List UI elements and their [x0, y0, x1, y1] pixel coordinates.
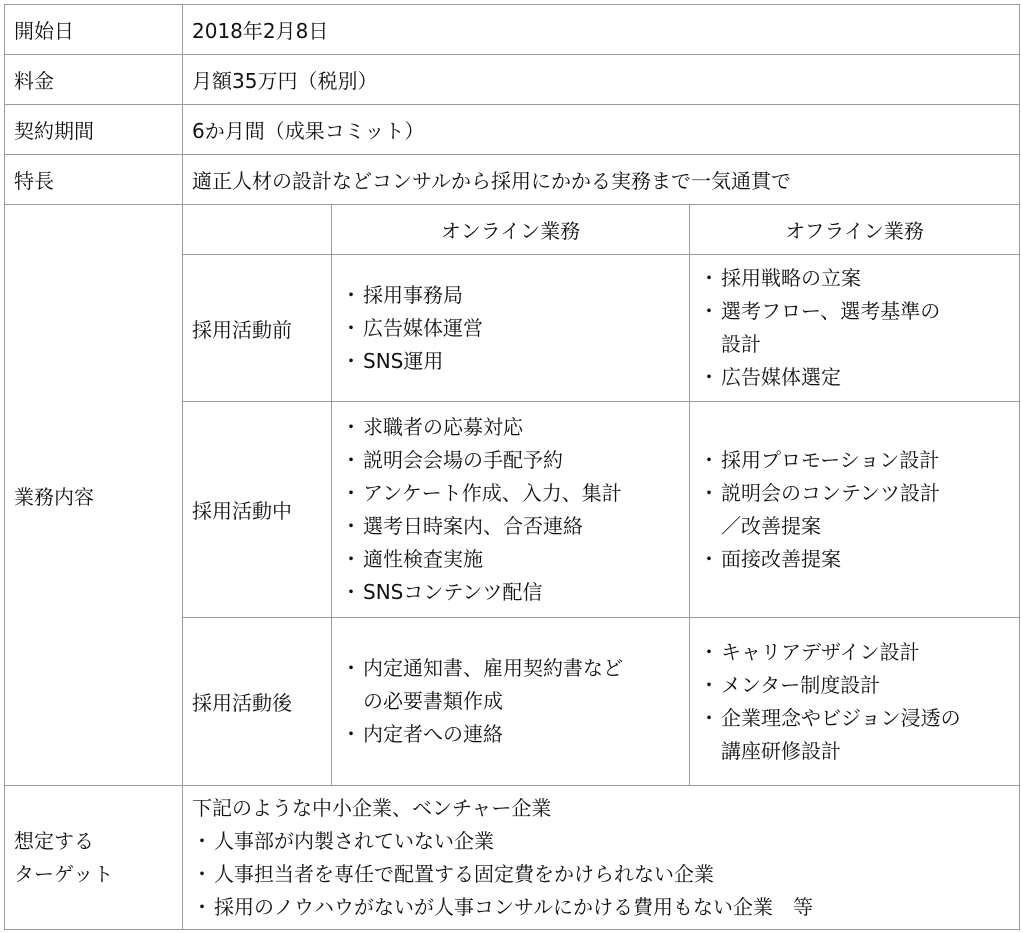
bullet-glyph: ・ [341, 579, 361, 604]
task-text: 面接改善提案 [721, 546, 841, 571]
task-item [341, 543, 680, 576]
bullet-glyph: ・ [341, 722, 361, 746]
task-text: キャリアデザイン設計 [721, 639, 920, 664]
column-header-offline: オフライン業務 [690, 205, 1020, 255]
offline-tasks [690, 618, 1020, 786]
target-label-line: ターゲット [14, 861, 114, 886]
row-target [5, 786, 1020, 930]
row-label: 料金 [5, 55, 183, 105]
offline-tasks [690, 402, 1020, 618]
target-item-text: 人事担当者を専任で配置する固定費をかけられない企業 [214, 861, 714, 886]
task-item [699, 262, 1010, 295]
task-text: の必要書類作成 [363, 689, 503, 713]
bullet-glyph: ・ [699, 365, 719, 389]
bullet-glyph: ・ [341, 447, 361, 472]
bullet-glyph: ・ [341, 315, 361, 340]
task-text: メンター制度設計 [721, 672, 881, 697]
task-item [341, 345, 680, 378]
task-item [699, 295, 1010, 328]
task-item [341, 477, 680, 510]
business-label: 業務内容 [5, 205, 183, 786]
task-text: 採用戦略の立案 [721, 266, 861, 290]
task-item-continuation [699, 735, 1010, 768]
row-label: 特長 [5, 155, 183, 205]
column-header-online: オンライン業務 [332, 205, 690, 255]
task-text: 設計 [721, 332, 761, 356]
target-label-line: 想定する [14, 828, 94, 853]
row-value: 適正人材の設計などコンサルから採用にかかる実務まで一気通貫で [183, 155, 1020, 205]
bullet-glyph: ・ [341, 513, 361, 538]
task-text: 広告媒体選定 [721, 365, 841, 389]
bullet-glyph: ・ [699, 480, 719, 505]
task-item [341, 312, 680, 345]
bullet-glyph: ・ [699, 705, 719, 730]
bullet-glyph: ・ [699, 672, 719, 697]
bullet-glyph: ・ [192, 828, 212, 853]
task-item [341, 444, 680, 477]
target-item [192, 858, 1010, 891]
service-overview-table [4, 4, 1020, 930]
task-item [699, 636, 1010, 669]
row-label: 契約期間 [5, 105, 183, 155]
task-item-continuation [699, 328, 1010, 361]
task-item [699, 669, 1010, 702]
row-value: 6か月間（成果コミット） [183, 105, 1020, 155]
task-text: 説明会会場の手配予約 [363, 447, 563, 472]
task-text: 採用事務局 [363, 282, 463, 307]
task-text: 企業理念やビジョン浸透の [721, 705, 961, 730]
task-item [699, 477, 1010, 510]
task-text: 広告媒体運営 [363, 315, 483, 340]
row-label: 開始日 [5, 5, 183, 55]
task-text: 適性検査実施 [363, 546, 483, 571]
task-item [341, 411, 680, 444]
phase-label: 採用活動後 [183, 618, 332, 786]
online-tasks [332, 402, 690, 618]
task-text: 講座研修設計 [721, 738, 841, 763]
target-item [192, 825, 1010, 858]
target-label [5, 786, 183, 930]
task-item-continuation [699, 510, 1010, 543]
task-text: 内定通知書、雇用契約書など [363, 656, 623, 680]
online-tasks [332, 618, 690, 786]
target-description [183, 786, 1020, 930]
target-item-text: 採用のノウハウがないが人事コンサルにかける費用もない企業 等 [214, 894, 813, 919]
task-item [699, 543, 1010, 576]
target-item [192, 891, 1010, 924]
row-fee [5, 55, 1020, 105]
bullet-glyph: ・ [192, 861, 212, 886]
task-item [341, 576, 680, 609]
task-text: 説明会のコンテンツ設計 [721, 480, 940, 505]
target-intro: 下記のような中小企業、ベンチャー企業 [192, 795, 552, 820]
task-text: 求職者の応募対応 [363, 414, 523, 439]
task-text: ／改善提案 [721, 513, 821, 538]
bullet-glyph: ・ [341, 656, 361, 680]
bullet-glyph: ・ [192, 894, 212, 919]
row-value: 2018年2月8日 [183, 5, 1020, 55]
row-start-date [5, 5, 1020, 55]
bullet-glyph: ・ [699, 447, 719, 472]
task-item [341, 652, 680, 685]
row-contract-period [5, 105, 1020, 155]
bullet-glyph: ・ [341, 480, 361, 505]
bullet-glyph: ・ [341, 546, 361, 571]
bullet-glyph: ・ [699, 299, 719, 323]
online-tasks [332, 255, 690, 402]
task-item [341, 510, 680, 543]
row-features [5, 155, 1020, 205]
task-item [341, 279, 680, 312]
bullet-glyph: ・ [341, 348, 361, 373]
bullet-glyph: ・ [341, 282, 361, 307]
offline-tasks [690, 255, 1020, 402]
task-text: 選考日時案内、合否連絡 [363, 513, 583, 538]
task-text: SNS運用 [363, 348, 444, 373]
target-item-text: 人事部が内製されていない企業 [214, 828, 494, 853]
phase-label: 採用活動前 [183, 255, 332, 402]
bullet-glyph: ・ [699, 546, 719, 571]
business-header-blank [183, 205, 332, 255]
task-text: 選考フロー、選考基準の [721, 299, 941, 323]
bullet-glyph: ・ [699, 639, 719, 664]
task-item [699, 444, 1010, 477]
task-text: 内定者への連絡 [363, 722, 503, 746]
business-header-row [5, 205, 1020, 255]
task-item [699, 361, 1010, 394]
task-item [699, 702, 1010, 735]
phase-label: 採用活動中 [183, 402, 332, 618]
task-item [341, 718, 680, 751]
row-value: 月額35万円（税別） [183, 55, 1020, 105]
task-item-continuation [341, 685, 680, 718]
task-text: 採用プロモーション設計 [721, 447, 940, 472]
bullet-glyph: ・ [341, 414, 361, 439]
bullet-glyph: ・ [699, 266, 719, 290]
task-text: SNSコンテンツ配信 [363, 579, 543, 604]
task-text: アンケート作成、入力、集計 [363, 480, 622, 505]
